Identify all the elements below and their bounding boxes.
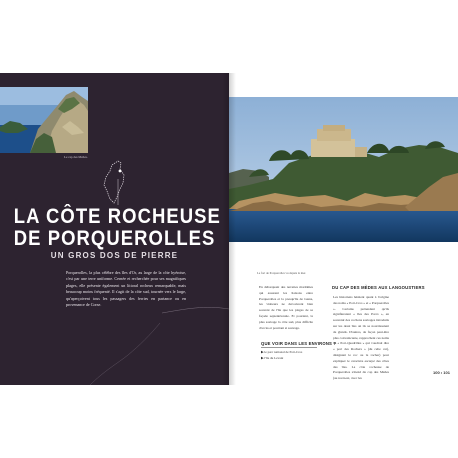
fort-porquerolles-photo	[229, 97, 458, 242]
article-subtitle: UN GROS DOS DE PIERRE	[50, 251, 179, 260]
left-page	[0, 73, 229, 385]
section-heading: DU CAP DES MÈDES AUX LANGOUSTIERS	[332, 285, 425, 290]
intro-paragraph: Porquerolles, la plus célèbre des îles d'Or, au large de la côte hyéroise, c'est par une terre uniforme. Cernée et recherchée pour ses magnifiques plages, elle présente également un littoral rocheux remarquable, mais beaucoup moins fréquenté. Il s'agit de la côte sud, tournée vers le large, qu'aperçoivent tous les passagers des ferries en partance ou en provenance de Corse.	[66, 270, 186, 308]
right-page	[229, 73, 458, 385]
article-title-line-2: DE PORQUEROLLES	[13, 227, 216, 250]
sidebar-list-item: ▶ le parc national de Port-Cros	[261, 350, 303, 354]
small-photo-caption: Le cap des Mèdes.	[64, 155, 88, 159]
article-title-line-1: LA CÔTE ROCHEUSE	[13, 205, 221, 228]
large-photo-caption: Le fort de Porquerolles vu depuis la mer.	[257, 271, 306, 275]
magazine-spread	[0, 73, 458, 385]
sidebar-heading: QUE VOIR DANS LES ENVIRONS ?	[261, 341, 337, 346]
sidebar-list-item: ▶ l'île du Levant	[261, 356, 284, 360]
cap-des-medes-photo	[0, 87, 88, 153]
body-text-column-1: En débarquant des navettes maritimes qui assurent les liaisons entre Porquerolles et la presqu'île de Giens, les visiteurs ne découvrent bien souvent de l'île que les plages de sa façade septentrionale. Et pourtant, la plus sauvage la côte sud, plus difficile d'accès et pourtant si sauvage.	[259, 285, 313, 330]
body-text-column-2: Les historiens hésitent quant à l'origine des noms « Port-Cros » et « Porquerolles ». Certains prétendent qu'ils signifieraient « îles des Porcs », en souvenir des cochons sauvages introduits sur les deux îles où ils se nourrissaient de glands. D'autres, de façon peut-être plus convaincante, rapprochent ces noms de « Port-Quadrilles » qui voudrait dire « port des Rochers » (du celte car), désignant le roc ou le rocher) pour expliquer le caractère escarpé des côtes des îles. La côte rocheuse de Porquerolles s'étend du cap des Mèdes (au nord-est, avec les	[333, 295, 389, 381]
sidebar-divider	[261, 347, 317, 348]
page-numbers: 100 • 101	[433, 370, 450, 375]
corsica-map-icon	[98, 159, 134, 205]
